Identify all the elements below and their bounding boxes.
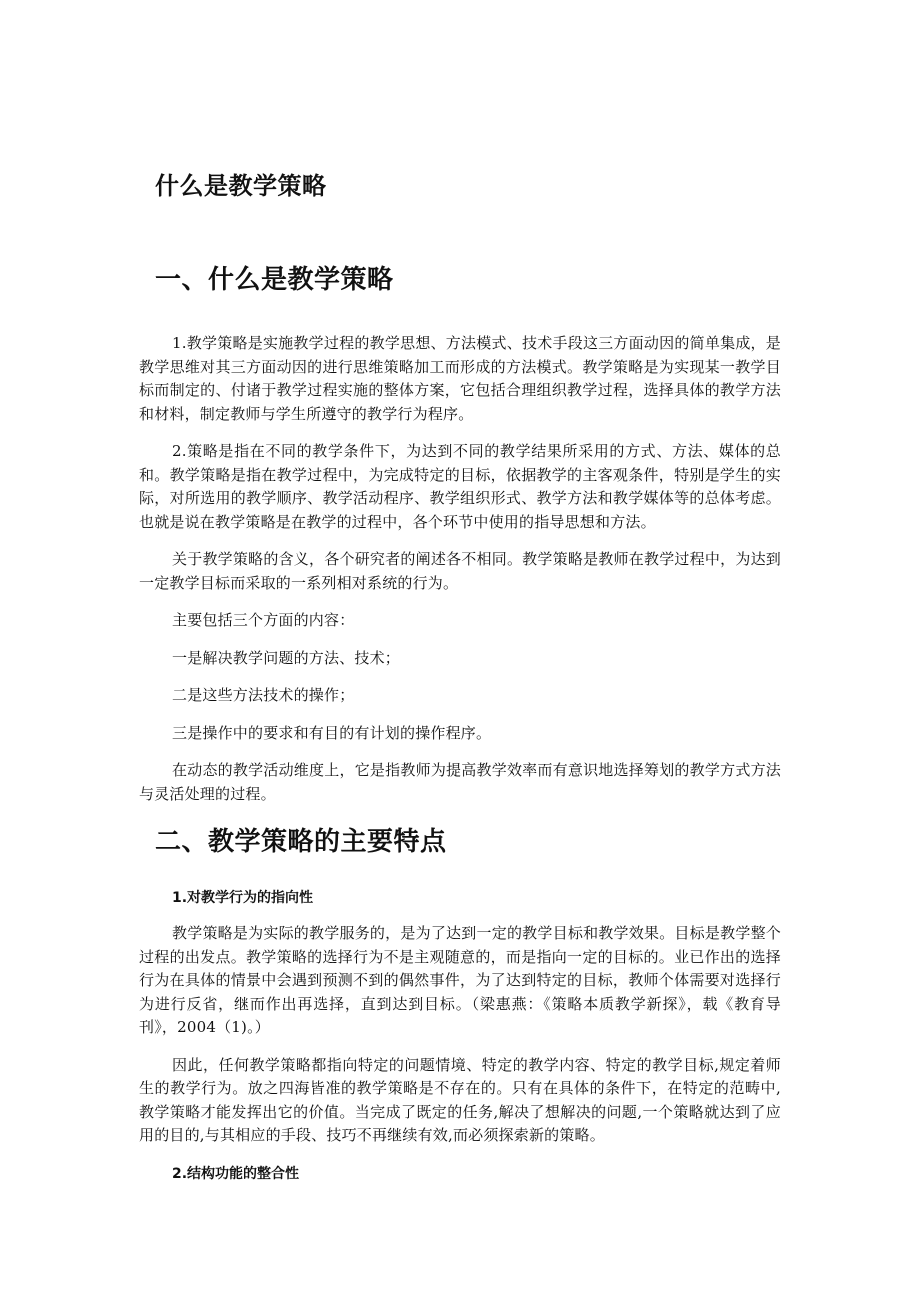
list-item: 一是解决教学问题的方法、技术； bbox=[172, 648, 401, 667]
document-body bbox=[139, 258, 781, 1198]
paragraph: 2.策略是指在不同的教学条件下，为达到不同的教学结果所采用的方式、方法、媒体的总和。教学策略是指在教学过程中，为完成特定的目标，依据教学的主客观条件，特别是学生的实际，对所选用的教学顺序、教学活动程序、教学组织形式、教学方法和教学媒体等的总体考虑。也就是说在教学策略是在教学的过程中，各个环节中使用的指导思想和方法。 bbox=[139, 442, 781, 531]
list-item: 二是这些方法技术的操作； bbox=[172, 686, 355, 704]
paragraph: 1.教学策略是实施教学过程的教学思想、方法模式、技术手段这三方面动因的简单集成，是教学思维对其三方面动因的进行思维策略加工而形成的方法模式。教学策略是为实现某一教学目标而制定的、付诸于教学过程实施的整体方案，它包括合理组织教学过程，选择具体的教学方法和材料，制定教师与学生所遵守的教学行为程序。 bbox=[139, 334, 781, 423]
paragraph: 教学策略是为实际的教学服务的，是为了达到一定的教学目标和教学效果。目标是教学整个过程的出发点。教学策略的选择行为不是主观随意的，而是指向一定的目标的。业已作出的选择行为在具体的情景中会遇到预测不到的偶然事件，为了达到特定的目标，教师个体需要对选择行为进行反省，继而作出再选择，直到达到目标。（梁惠燕：《策略本质教学新探》，载《教育导刊》，2004（1)。） bbox=[139, 924, 781, 1036]
subsection-heading-2: 2.结构功能的整合性 bbox=[172, 1165, 300, 1182]
paragraph: 在动态的教学活动维度上，它是指教师为提高教学效率而有意识地选择筹划的教学方式方法与灵活处理的过程。 bbox=[139, 761, 781, 803]
section-heading-1: 一、什么是教学策略 bbox=[155, 265, 394, 295]
subsection-heading-1: 1.对教学行为的指向性 bbox=[172, 890, 314, 906]
list-item: 三是操作中的要求和有目的有计划的操作程序。 bbox=[172, 723, 492, 742]
section-heading-2: 二、教学策略的主要特点 bbox=[155, 827, 447, 857]
paragraph: 主要包括三个方面的内容： bbox=[172, 611, 355, 629]
document-title: 什么是教学策略 bbox=[155, 172, 327, 200]
paragraph: 关于教学策略的含义，各个研究者的阐述各不相同。教学策略是教师在教学过程中，为达到一定教学目标而采取的一系列相对系统的行为。 bbox=[139, 550, 781, 592]
paragraph: 因此，任何教学策略都指向特定的问题情境、特定的教学内容、特定的教学目标,规定着师生的教学行为。放之四海皆准的教学策略是不存在的。只有在具体的条件下，在特定的范畴中,教学策略才能发挥出它的价值。当完成了既定的任务,解决了想解决的问题,一个策略就达到了应用的目的,与其相应的手段、技巧不再继续有效,而必须探索新的策略。 bbox=[139, 1055, 781, 1144]
